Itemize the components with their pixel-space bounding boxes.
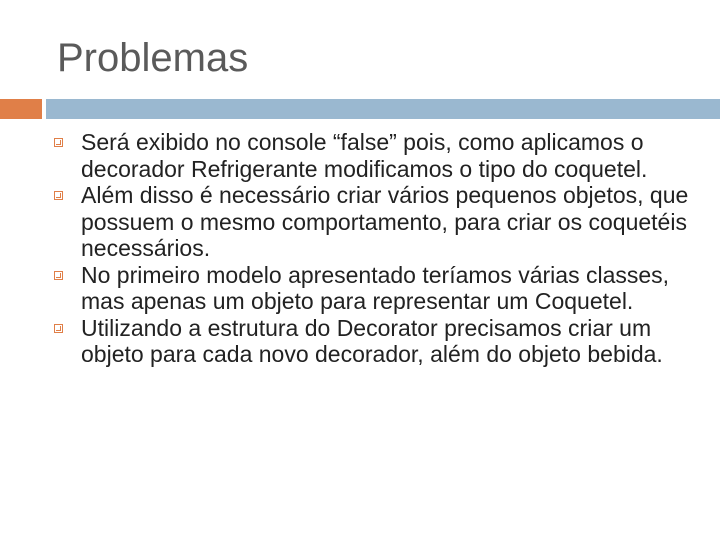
bullet-item <box>54 182 694 262</box>
bullet-item <box>54 315 694 368</box>
square-bullet-icon <box>54 138 63 147</box>
bullet-text: Utilizando a estrutura do Decorator precisamos criar um objeto para cada novo decorador, além do objeto bebida. <box>81 314 663 367</box>
square-bullet-icon <box>54 324 63 333</box>
accent-bar <box>0 99 42 119</box>
bullet-item <box>54 129 694 182</box>
square-bullet-icon <box>54 191 63 200</box>
bullet-list <box>54 129 694 368</box>
title-divider-bar <box>46 99 720 119</box>
bullet-text: Será exibido no console “false” pois, como aplicamos o decorador Refrigerante modificamos o tipo do coquetel. <box>81 129 648 182</box>
bullet-text: No primeiro modelo apresentado teríamos várias classes, mas apenas um objeto para representar um Coquetel. <box>81 261 670 314</box>
square-bullet-icon <box>54 271 63 280</box>
slide-title: Problemas <box>57 36 249 80</box>
bullet-text: Além disso é necessário criar vários pequenos objetos, que possuem o mesmo comportamento, para criar os coquetéis necessários. <box>81 182 689 261</box>
bullet-item <box>54 262 694 315</box>
